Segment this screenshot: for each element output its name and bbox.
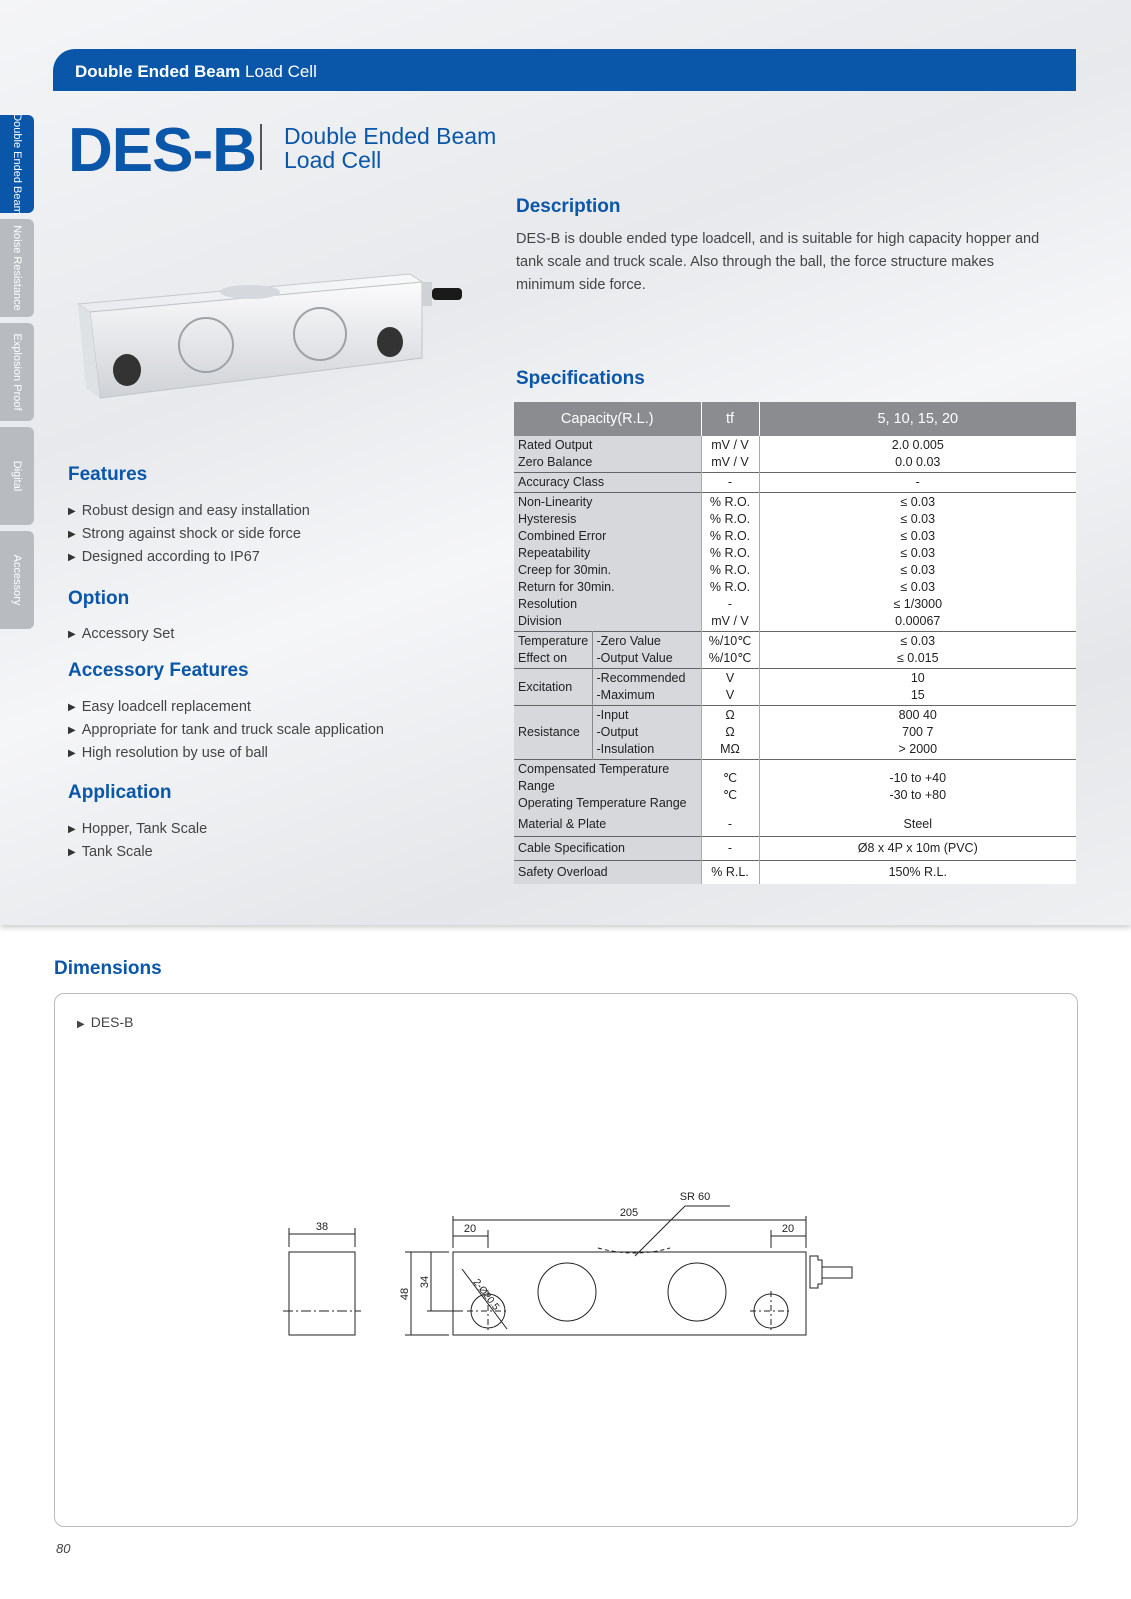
dimension-left-end-label: 20	[463, 1223, 477, 1235]
spec-sublabel: -Output Value	[596, 651, 673, 665]
spec-label: Rated Output	[518, 438, 593, 452]
spec-value: ≤ 0.03	[900, 495, 936, 509]
spec-unit: mV / V	[711, 455, 749, 469]
spec-value: ≤ 0.03	[900, 529, 936, 543]
table-header-row	[514, 402, 1076, 436]
dimensions-heading: Dimensions	[54, 958, 162, 979]
header-cell: Capacity(R.L.)	[514, 402, 701, 436]
spec-value: 700 7	[902, 725, 934, 739]
spec-value: 0.0 0.03	[895, 455, 941, 469]
list-item: ▶ Robust design and easy installation	[68, 500, 310, 523]
spec-value: ≤ 0.03	[900, 580, 936, 594]
subtitle-line-2: Load Cell	[284, 147, 382, 173]
table-row	[514, 473, 1076, 493]
table-row	[514, 813, 1076, 837]
spec-label: Repeatability	[518, 546, 591, 560]
list-item: ▶ Strong against shock or side force	[68, 523, 310, 546]
spec-sublabel: -Recommended	[596, 671, 686, 685]
spec-unit: MΩ	[720, 742, 740, 756]
banner-bold-text: Double Ended Beam	[75, 62, 241, 81]
spec-unit: %/10℃	[708, 651, 752, 665]
accessory-features-heading: Accessory Features	[68, 660, 249, 681]
spec-unit: mV / V	[711, 438, 749, 452]
load-cell-product-image	[70, 270, 470, 410]
list-item: ▶ Easy loadcell replacement	[68, 696, 384, 719]
dimension-height-inner-label: 34	[419, 1275, 431, 1289]
dimension-sphere-label: SR 60	[679, 1191, 711, 1203]
description-text: DES-B is double ended type loadcell, and is suitable for high capacity hopper and tank scale and truck scale. Also through the ball, the force structure makes minimum side force.	[516, 231, 1040, 293]
spec-unit: % R.O.	[709, 563, 751, 577]
spec-label: Effect on	[518, 651, 568, 665]
features-heading: Features	[68, 464, 148, 485]
accessory-features-list	[68, 696, 384, 765]
option-list	[68, 623, 174, 646]
spec-unit: -	[727, 597, 733, 611]
spec-unit: %/10℃	[708, 634, 752, 648]
spec-value: Steel	[759, 813, 1076, 837]
spec-label: Operating Temperature Range	[518, 796, 687, 810]
spec-label: Division	[518, 614, 562, 628]
spec-label: Non-Linearity	[518, 495, 593, 509]
spec-unit: -	[701, 473, 759, 493]
spec-label: Temperature	[518, 634, 589, 648]
table-row	[514, 861, 1076, 885]
title-divider	[260, 124, 262, 170]
spec-label: Return for 30min.	[518, 580, 615, 594]
side-tab-label: Accessory	[11, 554, 23, 606]
spec-label: Combined Error	[518, 529, 607, 543]
spec-unit: -	[701, 837, 759, 861]
application-list	[68, 818, 207, 864]
list-item: ▶ Appropriate for tank and truck scale application	[68, 719, 384, 742]
spec-value: ≤ 0.03	[900, 546, 936, 560]
banner-text: Load Cell	[240, 62, 317, 81]
list-item: ▶ Tank Scale	[68, 841, 207, 864]
model-subtitle	[284, 124, 496, 172]
table-row	[514, 669, 1076, 706]
spec-value: -	[759, 473, 1076, 493]
table-row	[514, 632, 1076, 669]
table-row	[514, 837, 1076, 861]
spec-unit: V	[725, 688, 735, 702]
side-tab-label: Digital	[11, 460, 23, 492]
list-item: ▶ High resolution by use of ball	[68, 742, 384, 765]
spec-unit: mV / V	[711, 614, 749, 628]
spec-value: ≤ 0.03	[900, 512, 936, 526]
spec-value: 150% R.L.	[759, 861, 1076, 885]
table-row	[514, 493, 1076, 632]
spec-unit: % R.O.	[709, 580, 751, 594]
subtitle-line-1: Double Ended Beam	[284, 123, 497, 149]
dimension-length-label: 205	[619, 1207, 639, 1219]
spec-label: Resistance	[514, 706, 592, 760]
spec-unit: % R.O.	[709, 546, 751, 560]
side-tab-label: Double Ended Beam	[11, 113, 23, 215]
spec-label: Safety Overload	[514, 861, 701, 885]
spec-value: 800 40	[898, 708, 937, 722]
table-row	[514, 706, 1076, 760]
spec-unit: % R.O.	[709, 512, 751, 526]
spec-value: 2.0 0.005	[891, 438, 944, 452]
side-tab-label: Explosion Proof	[11, 333, 23, 411]
dimension-model-label: ▶ DES-B	[77, 1014, 134, 1030]
spec-unit: ℃	[722, 787, 738, 802]
specifications-heading: Specifications	[516, 368, 645, 389]
side-tab-accessory[interactable]	[0, 531, 34, 629]
spec-unit: % R.L.	[701, 861, 759, 885]
spec-unit: Ω	[725, 725, 735, 739]
spec-sublabel: -Maximum	[596, 688, 655, 702]
list-item: ▶ Designed according to IP67	[68, 546, 310, 569]
spec-unit: Ω	[725, 708, 735, 722]
spec-value: ≤ 1/3000	[893, 597, 943, 611]
spec-sublabel: -Insulation	[596, 742, 655, 756]
spec-label: Hysteresis	[518, 512, 577, 526]
spec-sublabel: -Output	[596, 725, 639, 739]
side-tab-label: Noise Resistance	[11, 225, 23, 311]
spec-label: Creep for 30min.	[518, 563, 612, 577]
side-tab-explosion-proof[interactable]	[0, 323, 34, 421]
spec-label: Resolution	[518, 597, 578, 611]
specifications-table	[514, 402, 1076, 884]
spec-label: Cable Specification	[514, 837, 701, 861]
spec-label: Compensated Temperature Range	[518, 762, 670, 793]
dimension-drawing	[55, 994, 1077, 1526]
spec-unit: % R.O.	[709, 529, 751, 543]
header-cell: 5, 10, 15, 20	[759, 402, 1076, 436]
spec-label: Zero Balance	[518, 455, 593, 469]
spec-unit: % R.O.	[709, 495, 751, 509]
spec-value: ≤ 0.015	[896, 651, 939, 665]
spec-value: Ø8 x 4P x 10m (PVC)	[759, 837, 1076, 861]
spec-label: Excitation	[514, 669, 592, 706]
spec-value: -30 to +80	[889, 787, 947, 802]
dimension-right-end-label: 20	[781, 1223, 795, 1235]
page-number: 80	[56, 1541, 71, 1556]
spec-value: 10	[910, 671, 925, 685]
spec-unit: V	[725, 671, 735, 685]
dimension-width-label: 38	[315, 1221, 329, 1233]
description-heading: Description	[516, 196, 621, 217]
table-row	[514, 436, 1076, 473]
spec-value: ≤ 0.03	[900, 634, 936, 648]
side-tab-double-ended-beam[interactable]	[0, 115, 34, 213]
application-heading: Application	[68, 782, 172, 803]
option-heading: Option	[68, 588, 130, 609]
spec-sublabel: -Input	[596, 708, 629, 722]
table-row	[514, 760, 1076, 814]
model-name: DES-B	[68, 116, 256, 185]
spec-unit: -	[701, 813, 759, 837]
dimensions-panel	[54, 993, 1078, 1527]
spec-value: -10 to +40	[889, 770, 947, 785]
dimension-hole-label: 2-Ø20.5	[470, 1277, 502, 1313]
spec-sublabel: -Zero Value	[596, 634, 661, 648]
spec-label: Material & Plate	[514, 813, 701, 837]
features-list	[68, 500, 310, 569]
list-item: ▶ Hopper, Tank Scale	[68, 818, 207, 841]
side-tab-noise-resistance[interactable]	[0, 219, 34, 317]
spec-value: > 2000	[898, 742, 938, 756]
spec-unit: ℃	[722, 770, 738, 785]
list-item: ▶ Accessory Set	[68, 623, 174, 646]
dimension-height-outer-label: 48	[399, 1287, 411, 1301]
spec-value: 0.00067	[895, 614, 941, 628]
spec-label: Accuracy Class	[514, 473, 701, 493]
header-cell: tf	[701, 402, 759, 436]
spec-value: ≤ 0.03	[900, 563, 936, 577]
spec-value: 15	[910, 688, 925, 702]
category-banner	[53, 49, 1076, 91]
side-tab-digital[interactable]	[0, 427, 34, 525]
